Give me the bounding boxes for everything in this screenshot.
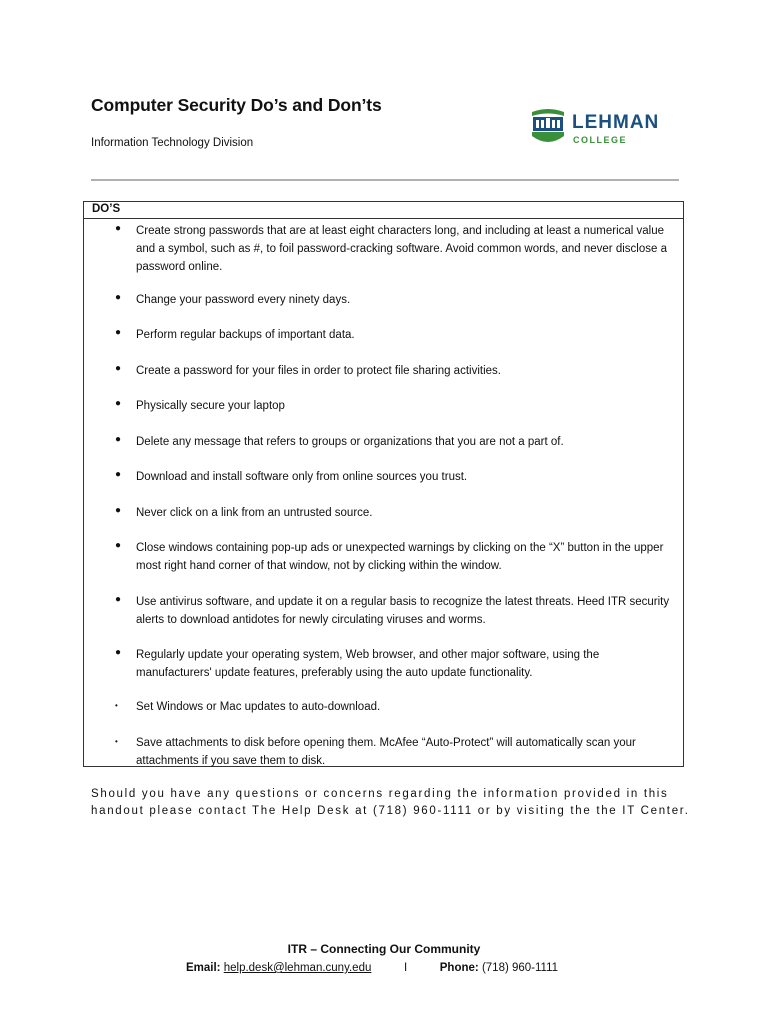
bullet-icon: ●	[115, 469, 122, 480]
list-item-text: Set Windows or Mac updates to auto-download.	[136, 701, 381, 713]
email-link[interactable]: help.desk@lehman.cuny.edu	[223, 962, 372, 974]
bullet-icon: •	[115, 701, 118, 710]
contact-separator: I	[403, 962, 408, 974]
list-item-text: Regularly update your operating system, Web browser, and other major software, using the manufacturers' update features, preferably using the auto update functionality.	[136, 649, 600, 679]
logo-name: LEHMAN	[572, 112, 660, 133]
footer-tagline: ITR – Connecting Our Community	[287, 942, 481, 956]
dos-header-label: DO’S	[92, 203, 121, 215]
list-item-text: Create strong passwords that are at least eight characters long, and including at least a numerical value and a symbol, such as #, to foil password-cracking software. Avoid common words, and never disclose a password online.	[136, 225, 667, 273]
lehman-college-logo	[530, 108, 660, 148]
list-item-text: Physically secure your laptop	[136, 400, 285, 412]
bullet-icon: ●	[115, 505, 122, 516]
list-item-text: Change your password every ninety days.	[136, 294, 351, 306]
document-subtitle: Information Technology Division	[91, 137, 254, 149]
bullet-icon: ●	[115, 223, 122, 234]
list-item-text: Download and install software only from online sources you trust.	[136, 471, 468, 483]
bullet-icon: ●	[115, 398, 122, 409]
list-item-text: Close windows containing pop-up ads or unexpected warnings by clicking on the “X” button in the upper most right hand corner of that window, not by clicking within the window.	[136, 542, 664, 572]
bullet-icon: ●	[115, 363, 122, 374]
dos-table	[83, 201, 684, 767]
list-item-text: Use antivirus software, and update it on a regular basis to recognize the latest threats. Heed ITR security alerts to download antidotes for newly circulating viruses and worms.	[136, 596, 670, 626]
list-item-text: Never click on a link from an untrusted source.	[136, 507, 373, 519]
bullet-icon: ●	[115, 434, 122, 445]
bullet-icon: •	[115, 737, 118, 746]
bullet-icon: ●	[115, 292, 122, 303]
phone-label: Phone:	[439, 962, 479, 974]
lehman-seal-icon	[530, 108, 566, 146]
bullet-icon: ●	[115, 647, 122, 658]
bullet-icon: ●	[115, 327, 122, 338]
list-item-text: Create a password for your files in order to protect file sharing activities.	[136, 365, 501, 377]
logo-subname: COLLEGE	[573, 135, 628, 145]
list-item-text: Delete any message that refers to groups or organizations that you are not a part of.	[136, 436, 564, 448]
help-desk-note: Should you have any questions or concerns regarding the information provided in this handout please contact The Help Desk at (718) 960-1111 or by visiting the the IT Center.	[91, 788, 690, 817]
header-divider	[91, 179, 679, 181]
list-item-text: Perform regular backups of important data.	[136, 329, 355, 341]
email-label: Email:	[186, 962, 221, 974]
phone-number: (718) 960-1111	[481, 962, 559, 974]
bullet-icon: ●	[115, 594, 122, 605]
document-title: Computer Security Do’s and Don’ts	[91, 95, 382, 115]
dos-table-header	[84, 202, 683, 219]
bullet-icon: ●	[115, 540, 122, 551]
footer-contact	[186, 962, 558, 974]
list-item-text: Save attachments to disk before opening them. McAfee “Auto-Protect” will automatically scan your attachments if you save them to disk.	[136, 737, 636, 767]
